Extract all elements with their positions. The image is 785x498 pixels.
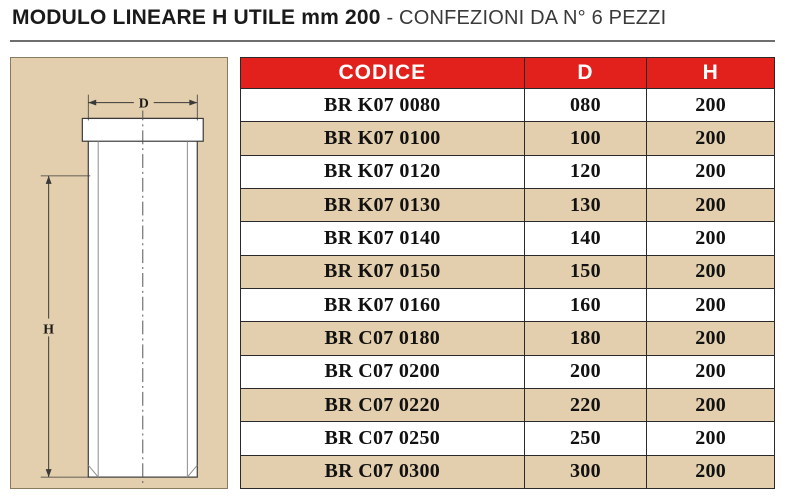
table-row xyxy=(241,255,775,288)
table-cell-h: 200 xyxy=(647,455,775,488)
table-header-row xyxy=(241,58,775,89)
table-cell-h: 200 xyxy=(647,322,775,355)
table-cell-d: 150 xyxy=(524,255,647,288)
table-cell-codice: BR C07 0250 xyxy=(241,422,525,455)
table-cell-d: 130 xyxy=(524,188,647,221)
table-row xyxy=(241,122,775,155)
title-divider xyxy=(10,40,775,42)
page-title-main: MODULO LINEARE H UTILE mm 200 xyxy=(12,6,381,29)
table-row xyxy=(241,288,775,321)
table-cell-codice: BR K07 0150 xyxy=(241,255,525,288)
table-cell-d: 300 xyxy=(524,455,647,488)
table-cell-h: 200 xyxy=(647,155,775,188)
table-row xyxy=(241,355,775,388)
table-cell-codice: BR K07 0120 xyxy=(241,155,525,188)
table-cell-h: 200 xyxy=(647,122,775,155)
table-cell-d: 100 xyxy=(524,122,647,155)
table-cell-codice: BR C07 0180 xyxy=(241,322,525,355)
h-dimension-label: H xyxy=(43,322,55,338)
table-row xyxy=(241,188,775,221)
table-row xyxy=(241,455,775,488)
table-cell-d: 080 xyxy=(524,89,647,122)
table-cell-h: 200 xyxy=(647,222,775,255)
table-cell-h: 200 xyxy=(647,355,775,388)
table-cell-d: 160 xyxy=(524,288,647,321)
codes-table xyxy=(240,57,775,489)
table-row xyxy=(241,388,775,421)
table-row xyxy=(241,422,775,455)
table-cell-codice: BR K07 0130 xyxy=(241,188,525,221)
table-cell-codice: BR C07 0200 xyxy=(241,355,525,388)
table-cell-h: 200 xyxy=(647,388,775,421)
table-row xyxy=(241,222,775,255)
table-cell-h: 200 xyxy=(647,288,775,321)
table-cell-d: 120 xyxy=(524,155,647,188)
page-title xyxy=(0,6,785,36)
table-cell-d: 140 xyxy=(524,222,647,255)
table-cell-codice: BR K07 0160 xyxy=(241,288,525,321)
pipe-diagram xyxy=(11,58,227,488)
table-cell-h: 200 xyxy=(647,89,775,122)
table-body xyxy=(241,89,775,489)
d-dimension-label: D xyxy=(138,96,149,112)
table-cell-codice: BR K07 0100 xyxy=(241,122,525,155)
table-cell-d: 250 xyxy=(524,422,647,455)
table-cell-d: 220 xyxy=(524,388,647,421)
table-cell-h: 200 xyxy=(647,188,775,221)
page-title-sub: - CONFEZIONI DA N° 6 PEZZI xyxy=(380,7,667,29)
column-header-d: D xyxy=(524,58,647,89)
table-row xyxy=(241,322,775,355)
table-row xyxy=(241,155,775,188)
column-header-codice: CODICE xyxy=(241,58,525,89)
table-cell-codice: BR K07 0080 xyxy=(241,89,525,122)
table-cell-h: 200 xyxy=(647,255,775,288)
table-cell-codice: BR C07 0220 xyxy=(241,388,525,421)
column-header-h: H xyxy=(647,58,775,89)
table-cell-codice: BR C07 0300 xyxy=(241,455,525,488)
table-cell-h: 200 xyxy=(647,422,775,455)
table-cell-codice: BR K07 0140 xyxy=(241,222,525,255)
table-row xyxy=(241,89,775,122)
technical-drawing-panel xyxy=(10,57,228,489)
codes-table-container xyxy=(240,57,775,489)
table-cell-d: 200 xyxy=(524,355,647,388)
table-cell-d: 180 xyxy=(524,322,647,355)
